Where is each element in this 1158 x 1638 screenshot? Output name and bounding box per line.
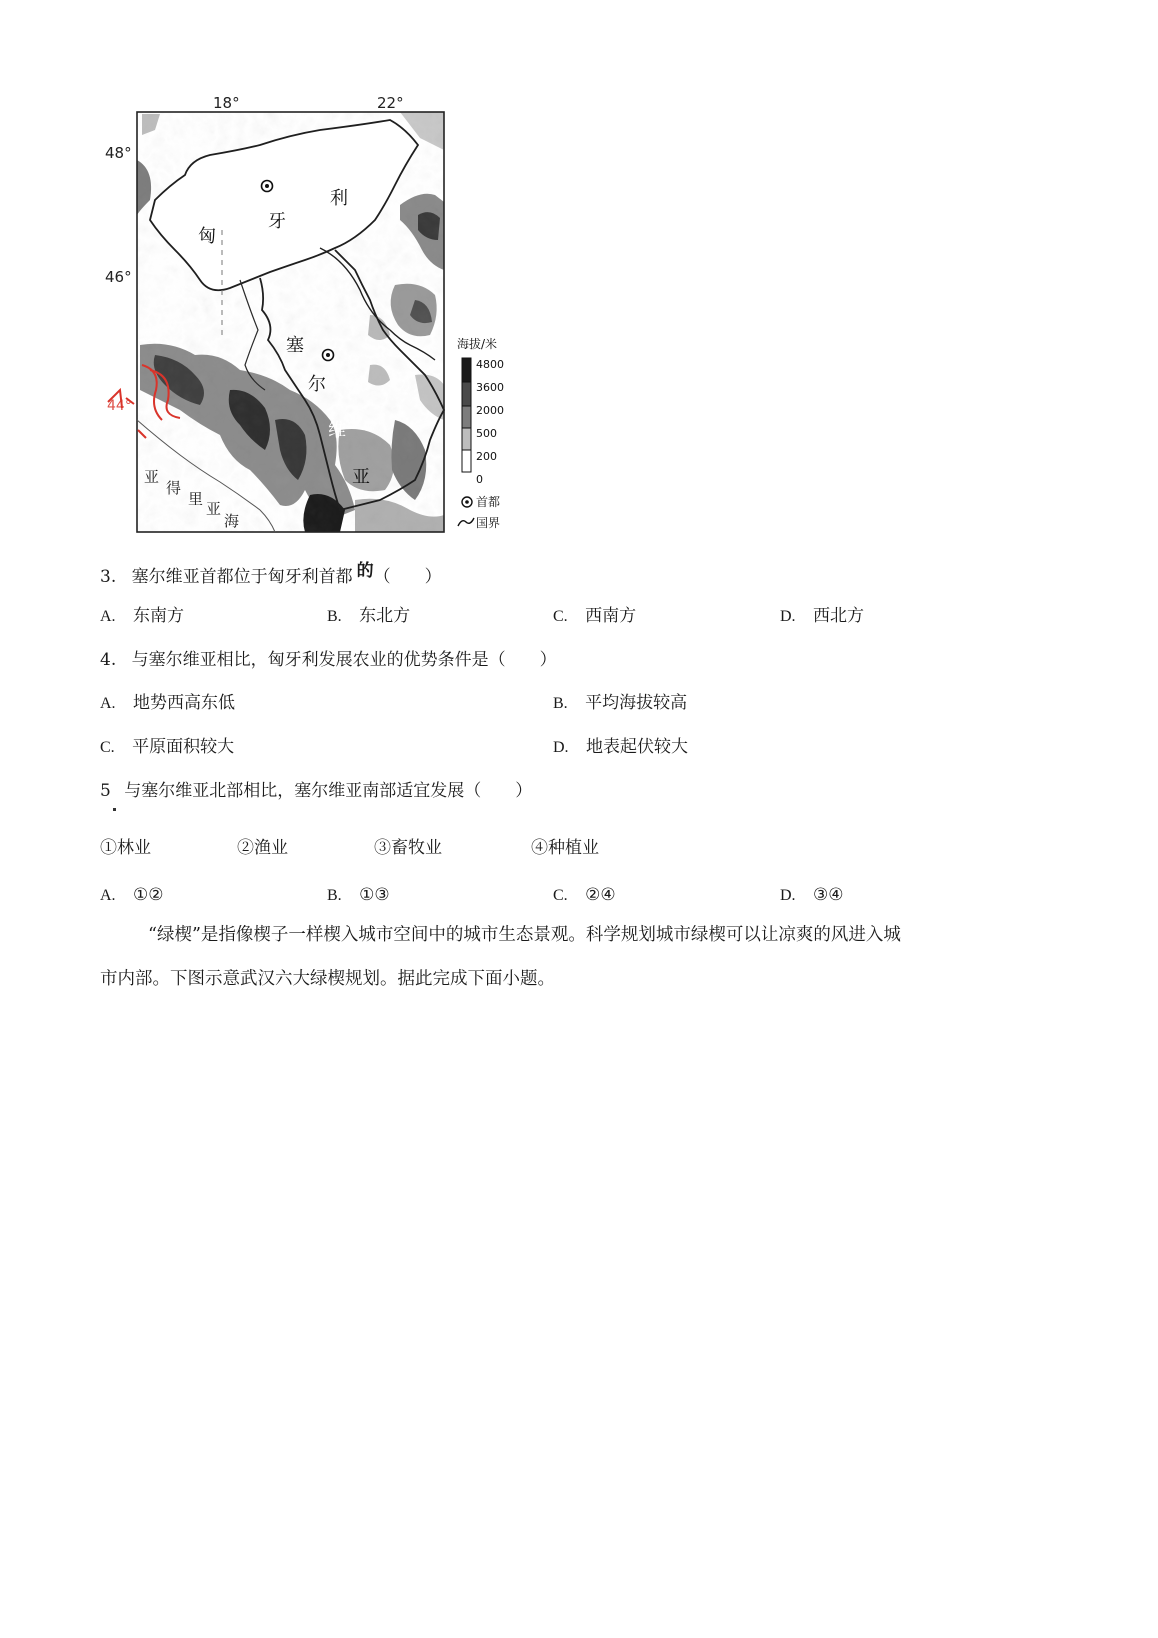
question-5-stem (100, 780, 532, 802)
option-d (780, 605, 864, 628)
option-a (100, 605, 184, 628)
option-text: 东北方 (359, 606, 411, 626)
option-a (100, 692, 235, 715)
option-text: 东南方 (132, 606, 184, 626)
option-letter: B. (553, 695, 568, 712)
option-b (553, 692, 687, 715)
legend-value-500: 500 (476, 427, 497, 440)
item-2: ②渔业 (237, 838, 288, 858)
question-number: 4. (100, 650, 117, 670)
option-a (100, 884, 163, 907)
option-letter: C. (553, 608, 568, 625)
passage-line-1: “绿楔”是指像楔子一样楔入城市空间中的城市生态景观。科学规划城市绿楔可以让凉爽的风进入城 (148, 925, 901, 945)
option-text: ③④ (812, 885, 844, 905)
legend-value-2000: 2000 (476, 404, 504, 417)
lat-label-44: 44° (107, 398, 132, 414)
capital-belgrade (323, 350, 334, 361)
question-3-stem (100, 561, 442, 588)
passage-line-2: 市内部。下图示意武汉六大绿楔规划。据此完成下面小题。 (100, 969, 555, 989)
lat-label-48: 48° (105, 144, 132, 162)
legend-value-4800: 4800 (476, 358, 504, 371)
lon-label-22: 22° (377, 94, 404, 112)
question-number: 5 (100, 781, 111, 801)
option-text: 平原面积较大 (132, 737, 235, 757)
question-number: 3. (100, 567, 117, 587)
label-hungary-3: 利 (330, 188, 348, 209)
option-d (553, 736, 688, 759)
option-text: 地表起伏较大 (585, 737, 688, 757)
answer-blank: （ ） (373, 567, 442, 587)
label-serbia-3: 维 (328, 420, 346, 441)
question-char: 的 (356, 561, 374, 581)
option-c (553, 605, 636, 628)
option-letter: A. (100, 887, 116, 904)
option-c (100, 736, 234, 759)
legend-title: 海拔/米 (457, 337, 498, 351)
label-serbia-4: 亚 (352, 467, 370, 488)
label-serbia-2: 尔 (308, 374, 326, 395)
stray-dot (113, 808, 116, 811)
label-adriatic-3: 里 (188, 490, 204, 508)
option-b (327, 884, 390, 907)
legend-capital-label: 首都 (476, 495, 501, 509)
option-text: ②④ (585, 885, 616, 905)
option-letter: C. (100, 739, 115, 756)
item-4: ④种植业 (531, 838, 599, 858)
item-3: ③畜牧业 (374, 838, 442, 858)
legend-value-200: 200 (476, 450, 497, 463)
lon-label-18: 18° (213, 94, 240, 112)
option-letter: C. (553, 887, 568, 904)
label-adriatic-1: 亚 (144, 468, 160, 486)
lat-label-46: 46° (105, 268, 132, 286)
legend-value-0: 0 (476, 473, 483, 486)
option-text: 西南方 (585, 606, 637, 626)
option-text: 平均海拔较高 (585, 693, 688, 713)
option-c (553, 884, 616, 907)
option-letter: D. (780, 608, 796, 625)
elevation-legend (457, 336, 504, 530)
option-letter: D. (553, 739, 569, 756)
option-letter: B. (327, 608, 342, 625)
legend-capital-icon (462, 497, 472, 507)
legend-value-3600: 3600 (476, 381, 504, 394)
label-adriatic-5: 海 (224, 512, 240, 530)
label-serbia-1: 塞 (286, 335, 304, 356)
option-text: 地势西高东低 (132, 693, 235, 713)
question-text: 与塞尔维亚相比，匈牙利发展农业的优势条件是（ ） (131, 650, 557, 670)
option-text: ①③ (359, 885, 390, 905)
label-hungary-1: 匈 (198, 226, 216, 247)
legend-border-icon (458, 518, 474, 526)
option-b (327, 605, 410, 628)
legend-border-label: 国界 (476, 516, 501, 530)
item-1: ①林业 (100, 838, 151, 858)
option-d (780, 884, 843, 907)
map-figure (100, 90, 520, 540)
option-text: ①② (132, 885, 164, 905)
question-text: 塞尔维亚首都位于匈牙利首都 (131, 567, 353, 587)
question-4-stem (100, 649, 557, 671)
option-letter: D. (780, 887, 796, 904)
option-text: 西北方 (812, 606, 864, 626)
option-letter: B. (327, 887, 342, 904)
label-hungary-2: 牙 (268, 211, 286, 232)
label-adriatic-2: 得 (166, 479, 182, 497)
option-letter: A. (100, 608, 116, 625)
question-text: 与塞尔维亚北部相比，塞尔维亚南部适宜发展（ ） (124, 781, 533, 801)
option-letter: A. (100, 695, 116, 712)
label-adriatic-4: 亚 (206, 500, 222, 518)
capital-budapest (262, 181, 273, 192)
